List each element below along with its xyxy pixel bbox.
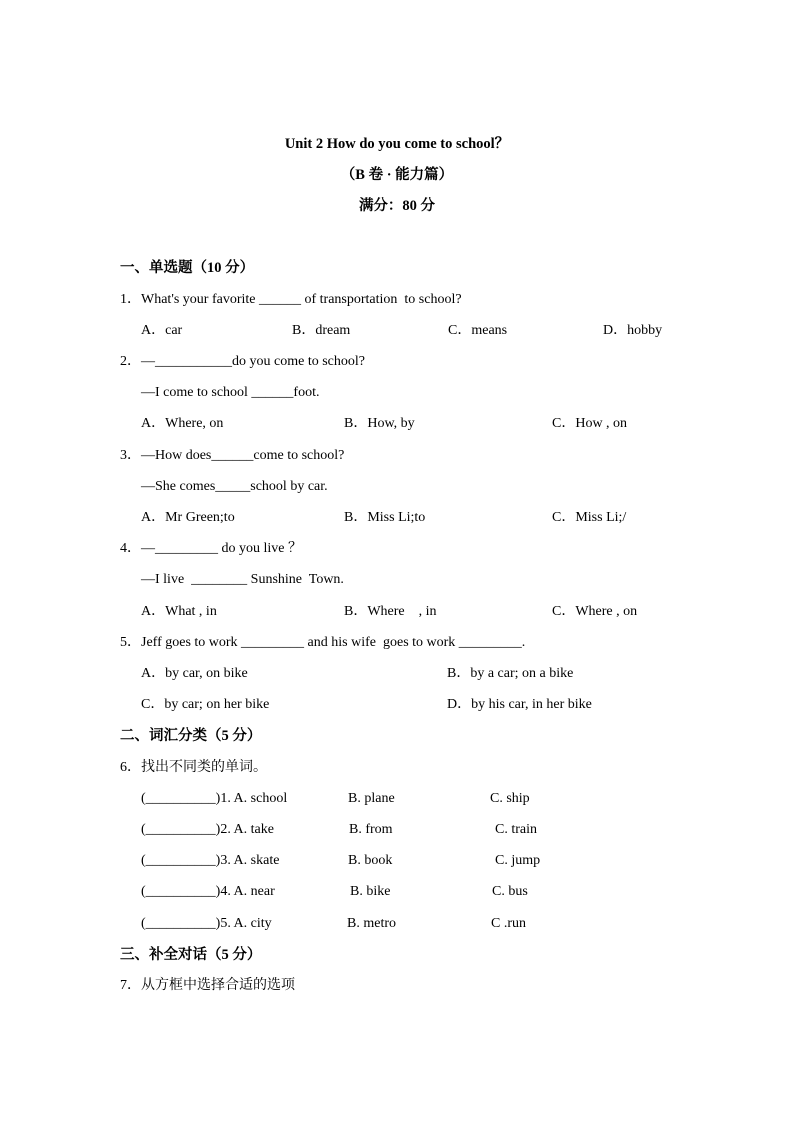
question-2-line-1: 2．—___________do you come to school? xyxy=(120,354,365,369)
question-3-option-a: A．Mr Green;to xyxy=(141,510,235,525)
vocab-row-3-a: (__________)3. A. skate xyxy=(141,853,280,868)
question-5-option-b: B．by a car; on a bike xyxy=(447,666,574,681)
vocab-row-4-c: C. bus xyxy=(492,884,528,899)
vocab-row-3-c: C. jump xyxy=(495,853,541,868)
vocab-row-1-a: (__________)1. A. school xyxy=(141,791,288,806)
question-3-option-b: B．Miss Li;to xyxy=(344,510,426,525)
page-subtitle: （B 卷 · 能力篇） xyxy=(340,167,454,183)
vocab-row-1-c: C. ship xyxy=(490,791,530,806)
question-4-option-a: A．What , in xyxy=(141,604,217,619)
question-3-line-1: 3．—How does______come to school? xyxy=(120,448,345,463)
vocab-row-5-b: B. metro xyxy=(347,916,396,931)
question-2-option-b: B．How, by xyxy=(344,416,415,431)
vocab-row-2-c: C. train xyxy=(495,822,537,837)
question-2-line-2: —I come to school ______foot. xyxy=(141,385,320,400)
vocab-row-1-b: B. plane xyxy=(348,791,395,806)
question-5-option-d: D．by his car, in her bike xyxy=(447,697,592,712)
question-1-option-c: C．means xyxy=(448,323,508,338)
question-4-option-c: C．Where , on xyxy=(552,604,638,619)
total-score: 满分：80 分 xyxy=(358,198,436,214)
question-1-option-a: A．car xyxy=(141,323,183,338)
question-3-option-c: C．Miss Li;/ xyxy=(552,510,627,525)
vocab-row-5-a: (__________)5. A. city xyxy=(141,916,272,931)
page-title: Unit 2 How do you come to school？ xyxy=(284,136,510,152)
question-6-stem: 6．找出不同类的单词。 xyxy=(120,760,267,775)
question-4-line-2: —I live ________ Sunshine Town. xyxy=(141,572,344,587)
question-5-option-c: C．by car; on her bike xyxy=(141,697,270,712)
vocab-row-2-a: (__________)2. A. take xyxy=(141,822,274,837)
question-1-option-b: B．dream xyxy=(292,323,351,338)
vocab-row-4-a: (__________)4. A. near xyxy=(141,884,275,899)
vocab-row-2-b: B. from xyxy=(349,822,393,837)
question-5-stem: 5．Jeff goes to work _________ and his wife goes to work _________. xyxy=(120,635,526,650)
question-2-option-c: C．How , on xyxy=(552,416,628,431)
vocab-row-5-c: C .run xyxy=(491,916,526,931)
question-1-stem: 1．What's your favorite ______ of transportation to school? xyxy=(120,292,462,307)
question-4-option-b: B．Where , in xyxy=(344,604,437,619)
question-3-line-2: —She comes_____school by car. xyxy=(141,479,328,494)
vocab-row-4-b: B. bike xyxy=(350,884,391,899)
question-7-stem: 7．从方框中选择合适的选项 xyxy=(120,978,295,993)
question-2-option-a: A．Where, on xyxy=(141,416,224,431)
question-4-line-1: 4．—_________ do you live ？ xyxy=(120,541,302,556)
section-heading-single-choice: 一、单选题（10 分） xyxy=(120,260,255,276)
question-5-option-a: A．by car, on bike xyxy=(141,666,248,681)
vocab-row-3-b: B. book xyxy=(348,853,393,868)
section-heading-vocabulary: 二、词汇分类（5 分） xyxy=(120,728,262,744)
question-1-option-d: D．hobby xyxy=(603,323,663,338)
section-heading-dialogue: 三、补全对话（5 分） xyxy=(120,947,262,963)
